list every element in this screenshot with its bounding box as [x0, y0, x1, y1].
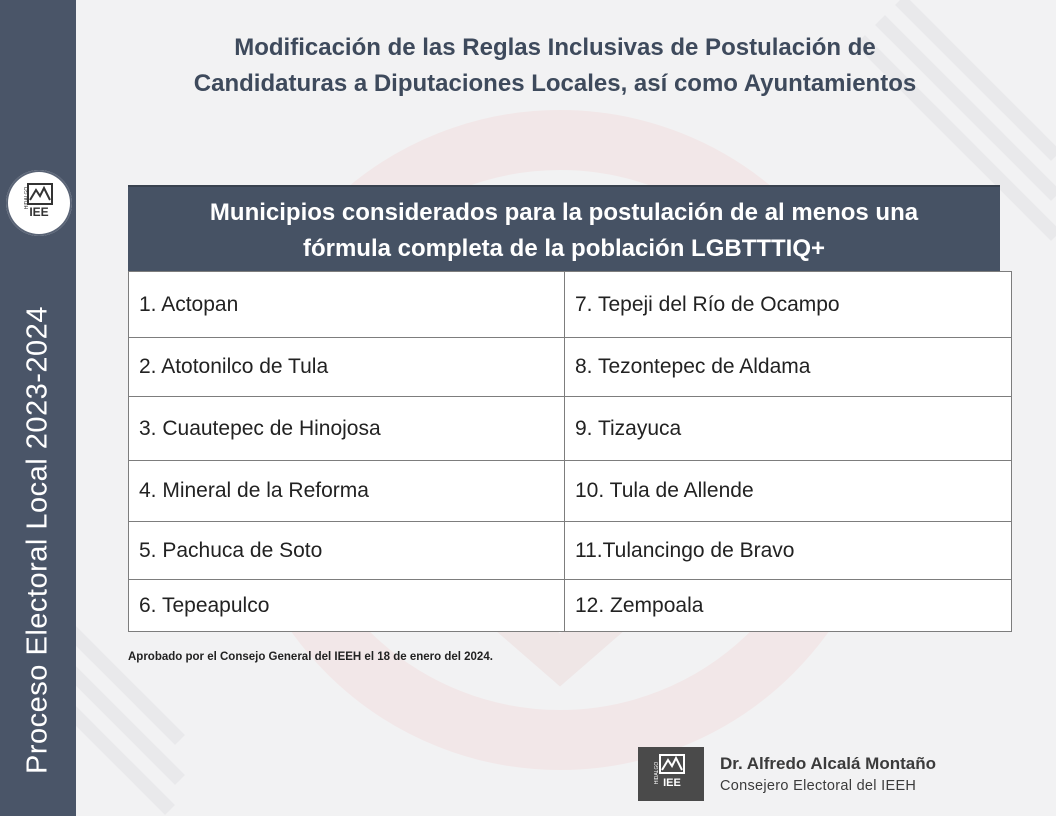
- page-title: [120, 30, 990, 102]
- municipality-cell: 7. Tepeji del Río de Ocampo: [565, 272, 1012, 338]
- municipality-cell: 6. Tepeapulco: [129, 580, 565, 632]
- ieeh-logo-state: HIDALGO: [24, 186, 30, 210]
- page-title-line-1: Modificación de las Reglas Inclusivas de Postulación de: [234, 34, 876, 61]
- table-row: [129, 461, 1012, 522]
- municipality-cell: 11.Tulancingo de Bravo: [565, 522, 1012, 580]
- table-header-line-2: fórmula completa de la población LGBTTTIQ+: [302, 235, 826, 262]
- signatory-name: Dr. Alfredo Alcalá Montaño: [720, 754, 936, 773]
- table-row: [129, 397, 1012, 461]
- municipality-cell: 1. Actopan: [129, 272, 565, 338]
- approval-footnote: Aprobado por el Consejo General del IEEH el 18 de enero del 2024.: [128, 651, 493, 663]
- table-header: [128, 185, 1000, 271]
- signature-ieeh-logo: [638, 747, 704, 801]
- municipality-cell: 3. Cuautepec de Hinojosa: [129, 397, 565, 461]
- ieeh-logo: [6, 170, 72, 236]
- signature-logo-text: IEE: [663, 777, 681, 789]
- table-header-line-1: Municipios considerados para la postulación de al menos una: [209, 199, 919, 226]
- municipality-cell: 9. Tizayuca: [565, 397, 1012, 461]
- electoral-process-label: Proceso Electoral Local 2023-2024: [21, 306, 54, 774]
- municipality-cell: 4. Mineral de la Reforma: [129, 461, 565, 522]
- signature-logo-state: HIDALGO: [654, 761, 660, 785]
- table-row: [129, 272, 1012, 338]
- municipalities-grid: [128, 271, 1012, 632]
- municipality-cell: 12. Zempoala: [565, 580, 1012, 632]
- municipality-cell: 8. Tezontepec de Aldama: [565, 338, 1012, 397]
- sidebar: [0, 0, 76, 816]
- ieeh-logo-text: IEE: [29, 205, 49, 219]
- municipality-cell: 5. Pachuca de Soto: [129, 522, 565, 580]
- page-title-line-2: Candidaturas a Diputaciones Locales, así como Ayuntamientos: [193, 70, 917, 97]
- municipalities-table: [128, 185, 1000, 632]
- table-row: [129, 522, 1012, 580]
- table-row: [129, 580, 1012, 632]
- signatory-role: Consejero Electoral del IEEH: [720, 778, 917, 794]
- table-row: [129, 338, 1012, 397]
- municipality-cell: 10. Tula de Allende: [565, 461, 1012, 522]
- municipality-cell: 2. Atotonilco de Tula: [129, 338, 565, 397]
